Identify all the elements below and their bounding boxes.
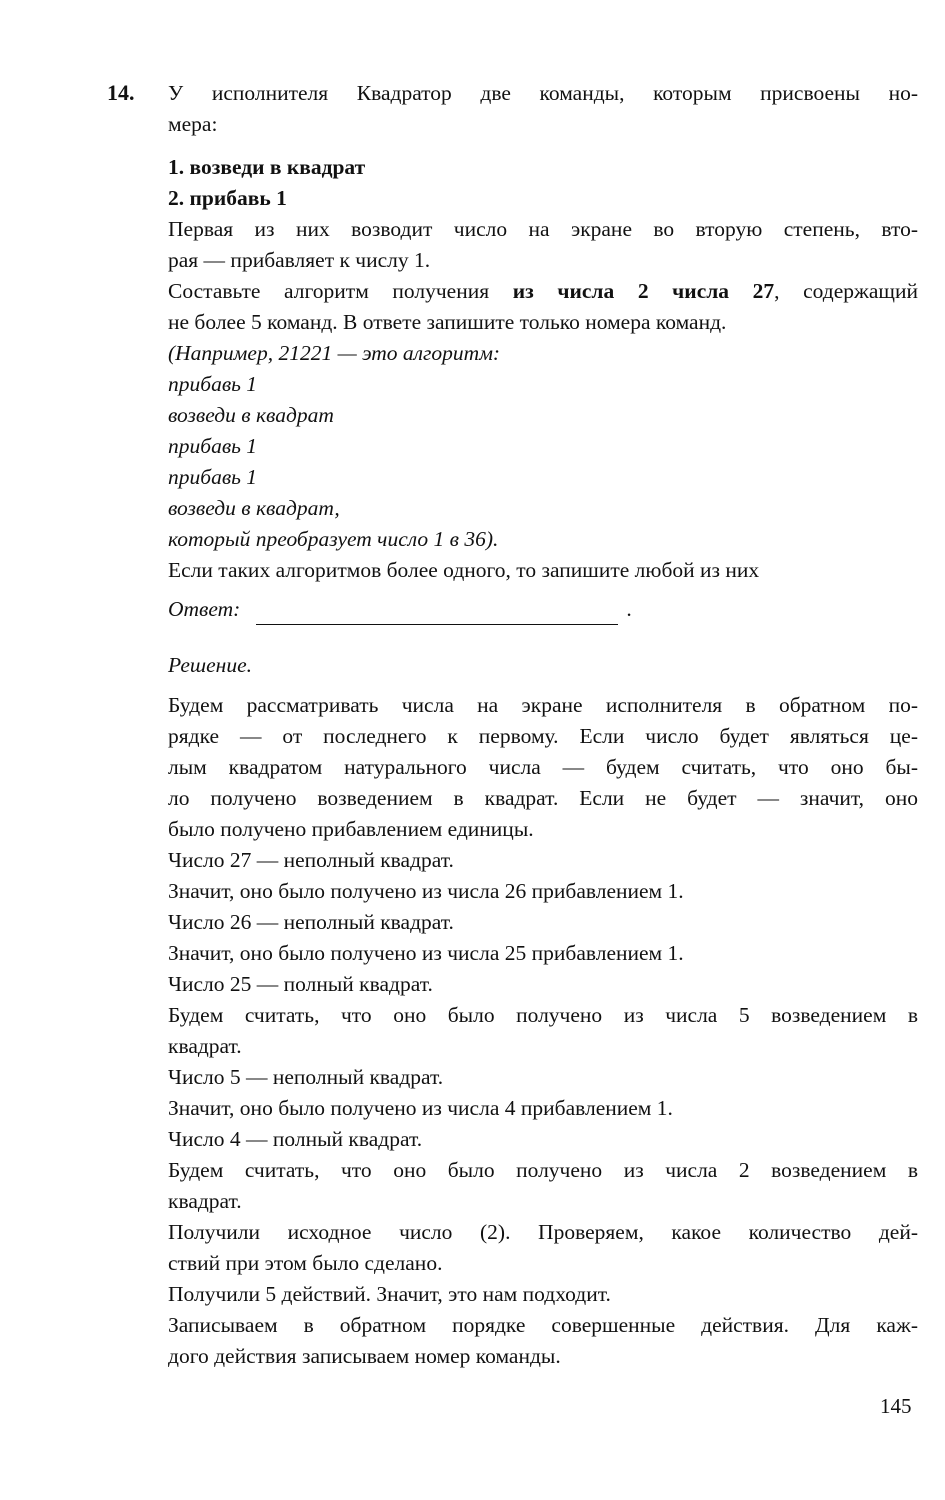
solution-p1-line-3: лым квадратом натурального числа — будем считать, что оно бы- <box>168 755 918 779</box>
description-line-1: Первая из них возводит число на экране во вторую степень, вто- <box>168 217 918 241</box>
example-line-5: прибавь 1 <box>168 465 258 489</box>
solution-p1-line-1: Будем рассматривать числа на экране исполнителя в обратном по- <box>168 693 918 717</box>
solution-p1-line-2: рядке — от последнего к первому. Если число будет являться це- <box>168 724 918 748</box>
step-10-line-2: квадрат. <box>168 1189 242 1213</box>
task-line-1: Составьте алгоритм получения из числа 2 числа 27, содержащий <box>168 279 919 303</box>
example-line-7: который преобразует число 1 в 36). <box>168 527 499 551</box>
step-11-line-1: Получили исходное число (2). Проверяем, какое количество дей- <box>168 1220 918 1244</box>
step-3: Число 26 — неполный квадрат. <box>168 910 454 934</box>
answer-label: Ответ: <box>168 597 241 621</box>
example-line-4: прибавь 1 <box>168 434 258 458</box>
any-of-note: Если таких алгоритмов более одного, то запишите любой из них <box>168 558 760 582</box>
description-line-2: рая — прибавляет к числу 1. <box>168 248 431 272</box>
example-line-2: прибавь 1 <box>168 372 258 396</box>
command-1: 1. возведи в квадрат <box>168 155 366 179</box>
problem-number: 14. <box>107 80 135 105</box>
intro-line-2: мера: <box>168 112 218 136</box>
example-line-6: возведи в квадрат, <box>168 496 340 520</box>
intro-line-1: У исполнителя Квадратор две команды, которым присвоены но- <box>168 81 918 105</box>
example-line-1: (Например, 21221 — это алгоритм: <box>168 341 501 365</box>
step-12: Получили 5 действий. Значит, это нам подходит. <box>168 1282 611 1306</box>
step-7: Число 5 — неполный квадрат. <box>168 1065 444 1089</box>
answer-blank-line <box>256 602 618 625</box>
step-13-line-2: дого действия записываем номер команды. <box>168 1344 561 1368</box>
solution-heading-block <box>168 650 918 681</box>
step-1: Число 27 — неполный квадрат. <box>168 848 454 872</box>
solution-body <box>168 690 918 1372</box>
step-5: Число 25 — полный квадрат. <box>168 972 433 996</box>
step-9: Число 4 — полный квадрат. <box>168 1127 423 1151</box>
command-2: 2. прибавь 1 <box>168 186 287 210</box>
page-number: 145 <box>880 1394 912 1418</box>
answer-dot: . <box>626 597 632 621</box>
answer-row <box>168 594 918 625</box>
step-6-line-1: Будем считать, что оно было получено из числа 5 возведением в <box>168 1003 918 1027</box>
step-6-line-2: квадрат. <box>168 1034 242 1058</box>
example-line-3: возведи в квадрат <box>168 403 334 427</box>
step-11-line-2: ствий при этом было сделано. <box>168 1251 443 1275</box>
command-list <box>168 152 918 625</box>
solution-heading: Решение. <box>168 653 253 677</box>
step-10-line-1: Будем считать, что оно было получено из числа 2 возведением в <box>168 1158 918 1182</box>
step-4: Значит, оно было получено из числа 25 прибавлением 1. <box>168 941 684 965</box>
step-8: Значит, оно было получено из числа 4 прибавлением 1. <box>168 1096 673 1120</box>
solution-p1-line-4: ло получено возведением в квадрат. Если не будет — значит, оно <box>168 786 918 810</box>
problem-statement <box>168 78 918 140</box>
step-2: Значит, оно было получено из числа 26 прибавлением 1. <box>168 879 684 903</box>
solution-p1-line-5: было получено прибавлением единицы. <box>168 817 534 841</box>
step-13-line-1: Записываем в обратном порядке совершенные действия. Для каж- <box>168 1313 918 1337</box>
task-line-2: не более 5 команд. В ответе запишите только номера команд. <box>168 310 727 334</box>
